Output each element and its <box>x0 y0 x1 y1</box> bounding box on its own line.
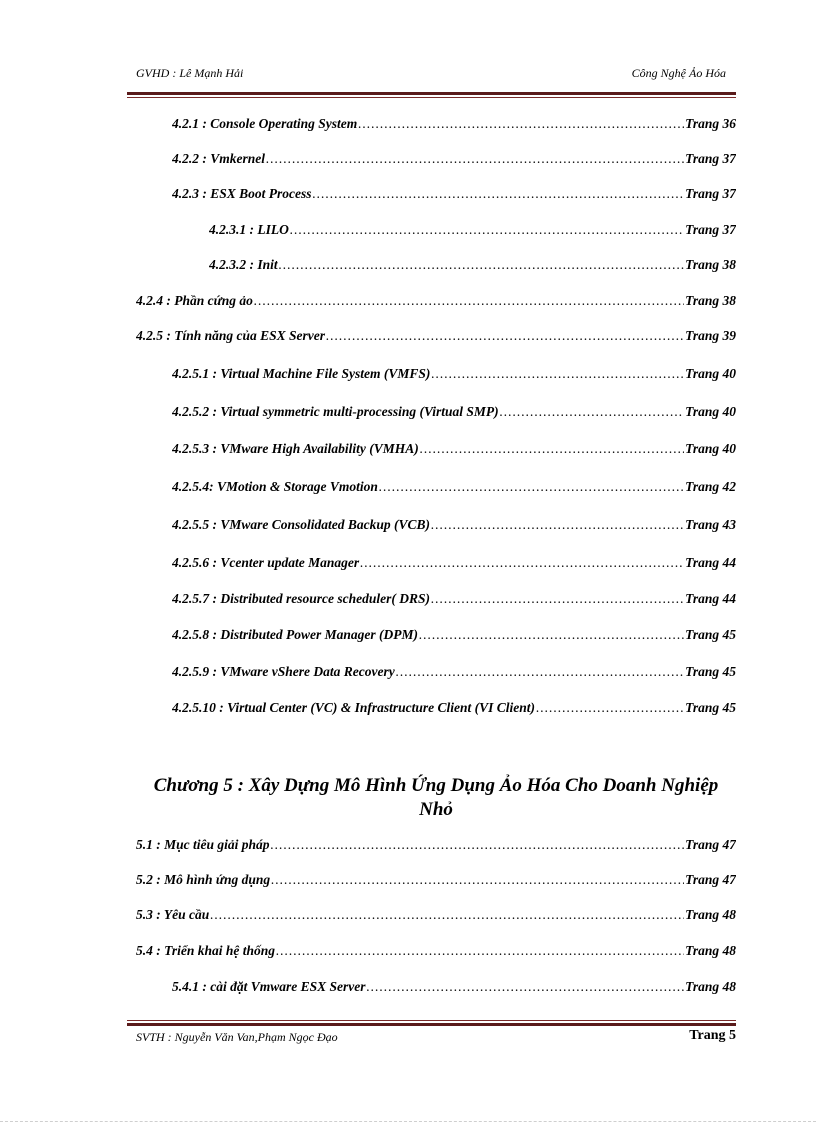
toc-entry-title: 4.2.5.1 : Virtual Machine File System (VMFS) <box>172 366 431 381</box>
toc-entry[interactable] <box>172 591 736 611</box>
toc-entry-page: Trang 37 <box>685 222 736 237</box>
toc-entry-title: 4.2.1 : Console Operating System <box>172 116 358 131</box>
toc-entry-page: Trang 45 <box>685 664 736 679</box>
chapter-heading: Chương 5 : Xây Dựng Mô Hình Ứng Dụng Ảo Hóa Cho Doanh Nghiệp Nhỏ <box>153 775 719 820</box>
toc-leader <box>419 627 684 643</box>
toc-leader <box>431 366 684 382</box>
toc-entry-page: Trang 48 <box>685 907 736 922</box>
toc-entry-page: Trang 39 <box>685 328 736 343</box>
header-subject: Công Nghệ Ảo Hóa <box>631 66 726 80</box>
toc-entry-page: Trang 45 <box>685 700 736 715</box>
toc-entry-title: 5.4 : Triển khai hệ thống <box>136 943 276 958</box>
toc-leader <box>536 700 684 716</box>
toc-entry-page: Trang 40 <box>685 366 736 381</box>
toc-entry[interactable] <box>172 366 736 386</box>
toc-entry[interactable] <box>172 116 736 136</box>
toc-entry-title: 4.2.5.2 : Virtual symmetric multi-processing (Virtual SMP) <box>172 404 499 419</box>
toc-entry[interactable] <box>136 837 736 857</box>
toc-entry[interactable] <box>172 517 736 537</box>
page-edge-divider <box>0 1121 816 1122</box>
toc-leader <box>358 116 684 132</box>
footer-students: SVTH : Nguyễn Văn Van,Phạm Ngọc Đạo <box>136 1030 338 1044</box>
toc-entry-page: Trang 44 <box>685 591 736 606</box>
toc-entry[interactable] <box>172 479 736 499</box>
toc-leader <box>500 404 684 420</box>
toc-entry-title: 4.2.2 : Vmkernel <box>172 151 265 166</box>
footer-rule-thick <box>127 1023 736 1026</box>
toc-entry-title: 5.3 : Yêu cầu <box>136 907 210 922</box>
toc-entry[interactable] <box>172 186 736 206</box>
toc-entry[interactable] <box>172 627 736 647</box>
footer-page-number: Trang 5 <box>689 1028 736 1043</box>
toc-entry[interactable] <box>172 151 736 171</box>
toc-leader <box>367 979 685 995</box>
toc-entry-title: 4.2.5.6 : Vcenter update Manager <box>172 555 360 570</box>
toc-entry-title: 4.2.5.4: VMotion & Storage Vmotion <box>172 479 378 494</box>
toc-entry-title: 4.2.5.5 : VMware Consolidated Backup (VCB) <box>172 517 431 532</box>
toc-leader <box>279 257 684 273</box>
page-footer <box>136 1028 736 1048</box>
toc-entry-page: Trang 38 <box>685 293 736 308</box>
toc-entry-title: 4.2.4 : Phần cứng ảo <box>136 293 253 308</box>
toc-entry-page: Trang 40 <box>685 404 736 419</box>
toc-leader <box>396 664 684 680</box>
header-rule-thin <box>127 97 736 98</box>
toc-leader <box>431 591 684 607</box>
toc-leader <box>254 293 684 309</box>
toc-entry[interactable] <box>136 293 736 313</box>
toc-entry-title: 4.2.5 : Tính năng của ESX Server <box>136 328 326 343</box>
toc-leader <box>326 328 684 344</box>
toc-entry-title: 5.1 : Mục tiêu giải pháp <box>136 837 270 852</box>
toc-entry-title: 5.2 : Mô hình ứng dụng <box>136 872 271 887</box>
toc-entry-title: 4.2.5.9 : VMware vShere Data Recovery <box>172 664 395 679</box>
toc-entry-title: 4.2.3 : ESX Boot Process <box>172 186 312 201</box>
toc-entry-page: Trang 44 <box>685 555 736 570</box>
toc-entry-title: 4.2.5.3 : VMware High Availability (VMHA) <box>172 441 419 456</box>
toc-entry-page: Trang 37 <box>685 151 736 166</box>
toc-entry-page: Trang 43 <box>685 517 736 532</box>
toc-entry-title: 4.2.5.8 : Distributed Power Manager (DPM) <box>172 627 418 642</box>
toc-entry[interactable] <box>172 700 736 720</box>
toc-entry-title: 4.2.5.7 : Distributed resource scheduler( DRS) <box>172 591 431 606</box>
toc-entry[interactable] <box>172 979 736 999</box>
toc-entry-page: Trang 37 <box>685 186 736 201</box>
toc-leader <box>276 943 684 959</box>
toc-leader <box>271 837 685 853</box>
header-rule-thick <box>127 92 736 95</box>
toc-entry-page: Trang 45 <box>685 627 736 642</box>
toc-entry-title: 4.2.5.10 : Virtual Center (VC) & Infrastructure Client (VI Client) <box>172 700 536 715</box>
toc-entry[interactable] <box>136 907 736 927</box>
toc-entry-page: Trang 38 <box>685 257 736 272</box>
toc-entry-title: 5.4.1 : cài đặt Vmware ESX Server <box>172 979 366 994</box>
toc-entry-page: Trang 48 <box>685 943 736 958</box>
toc-leader <box>431 517 684 533</box>
toc-entry-page: Trang 36 <box>685 116 736 131</box>
toc-entry[interactable] <box>136 872 736 892</box>
toc-leader <box>266 151 684 167</box>
footer-rule-thin <box>127 1020 736 1021</box>
header-instructor: GVHD : Lê Mạnh Hải <box>136 66 244 80</box>
toc-entry[interactable] <box>172 664 736 684</box>
toc-entry-page: Trang 47 <box>685 837 736 852</box>
toc-entry[interactable] <box>209 257 736 277</box>
toc-leader <box>420 441 684 457</box>
toc-leader <box>379 479 684 495</box>
toc-entry[interactable] <box>172 555 736 575</box>
page-header <box>136 66 736 86</box>
toc-entry-page: Trang 47 <box>685 872 736 887</box>
toc-entry-page: Trang 48 <box>685 979 736 994</box>
toc-entry-title: 4.2.3.2 : Init <box>209 257 278 272</box>
toc-leader <box>313 186 685 202</box>
toc-entry[interactable] <box>209 222 736 242</box>
toc-entry-page: Trang 40 <box>685 441 736 456</box>
toc-entry[interactable] <box>172 441 736 461</box>
toc-leader <box>210 907 684 923</box>
toc-entry[interactable] <box>136 328 736 348</box>
toc-entry[interactable] <box>172 404 736 424</box>
toc-leader <box>271 872 684 888</box>
toc-leader <box>360 555 684 571</box>
toc-entry-title: 4.2.3.1 : LILO <box>209 222 289 237</box>
toc-leader <box>290 222 684 238</box>
toc-entry-page: Trang 42 <box>685 479 736 494</box>
toc-entry[interactable] <box>136 943 736 963</box>
